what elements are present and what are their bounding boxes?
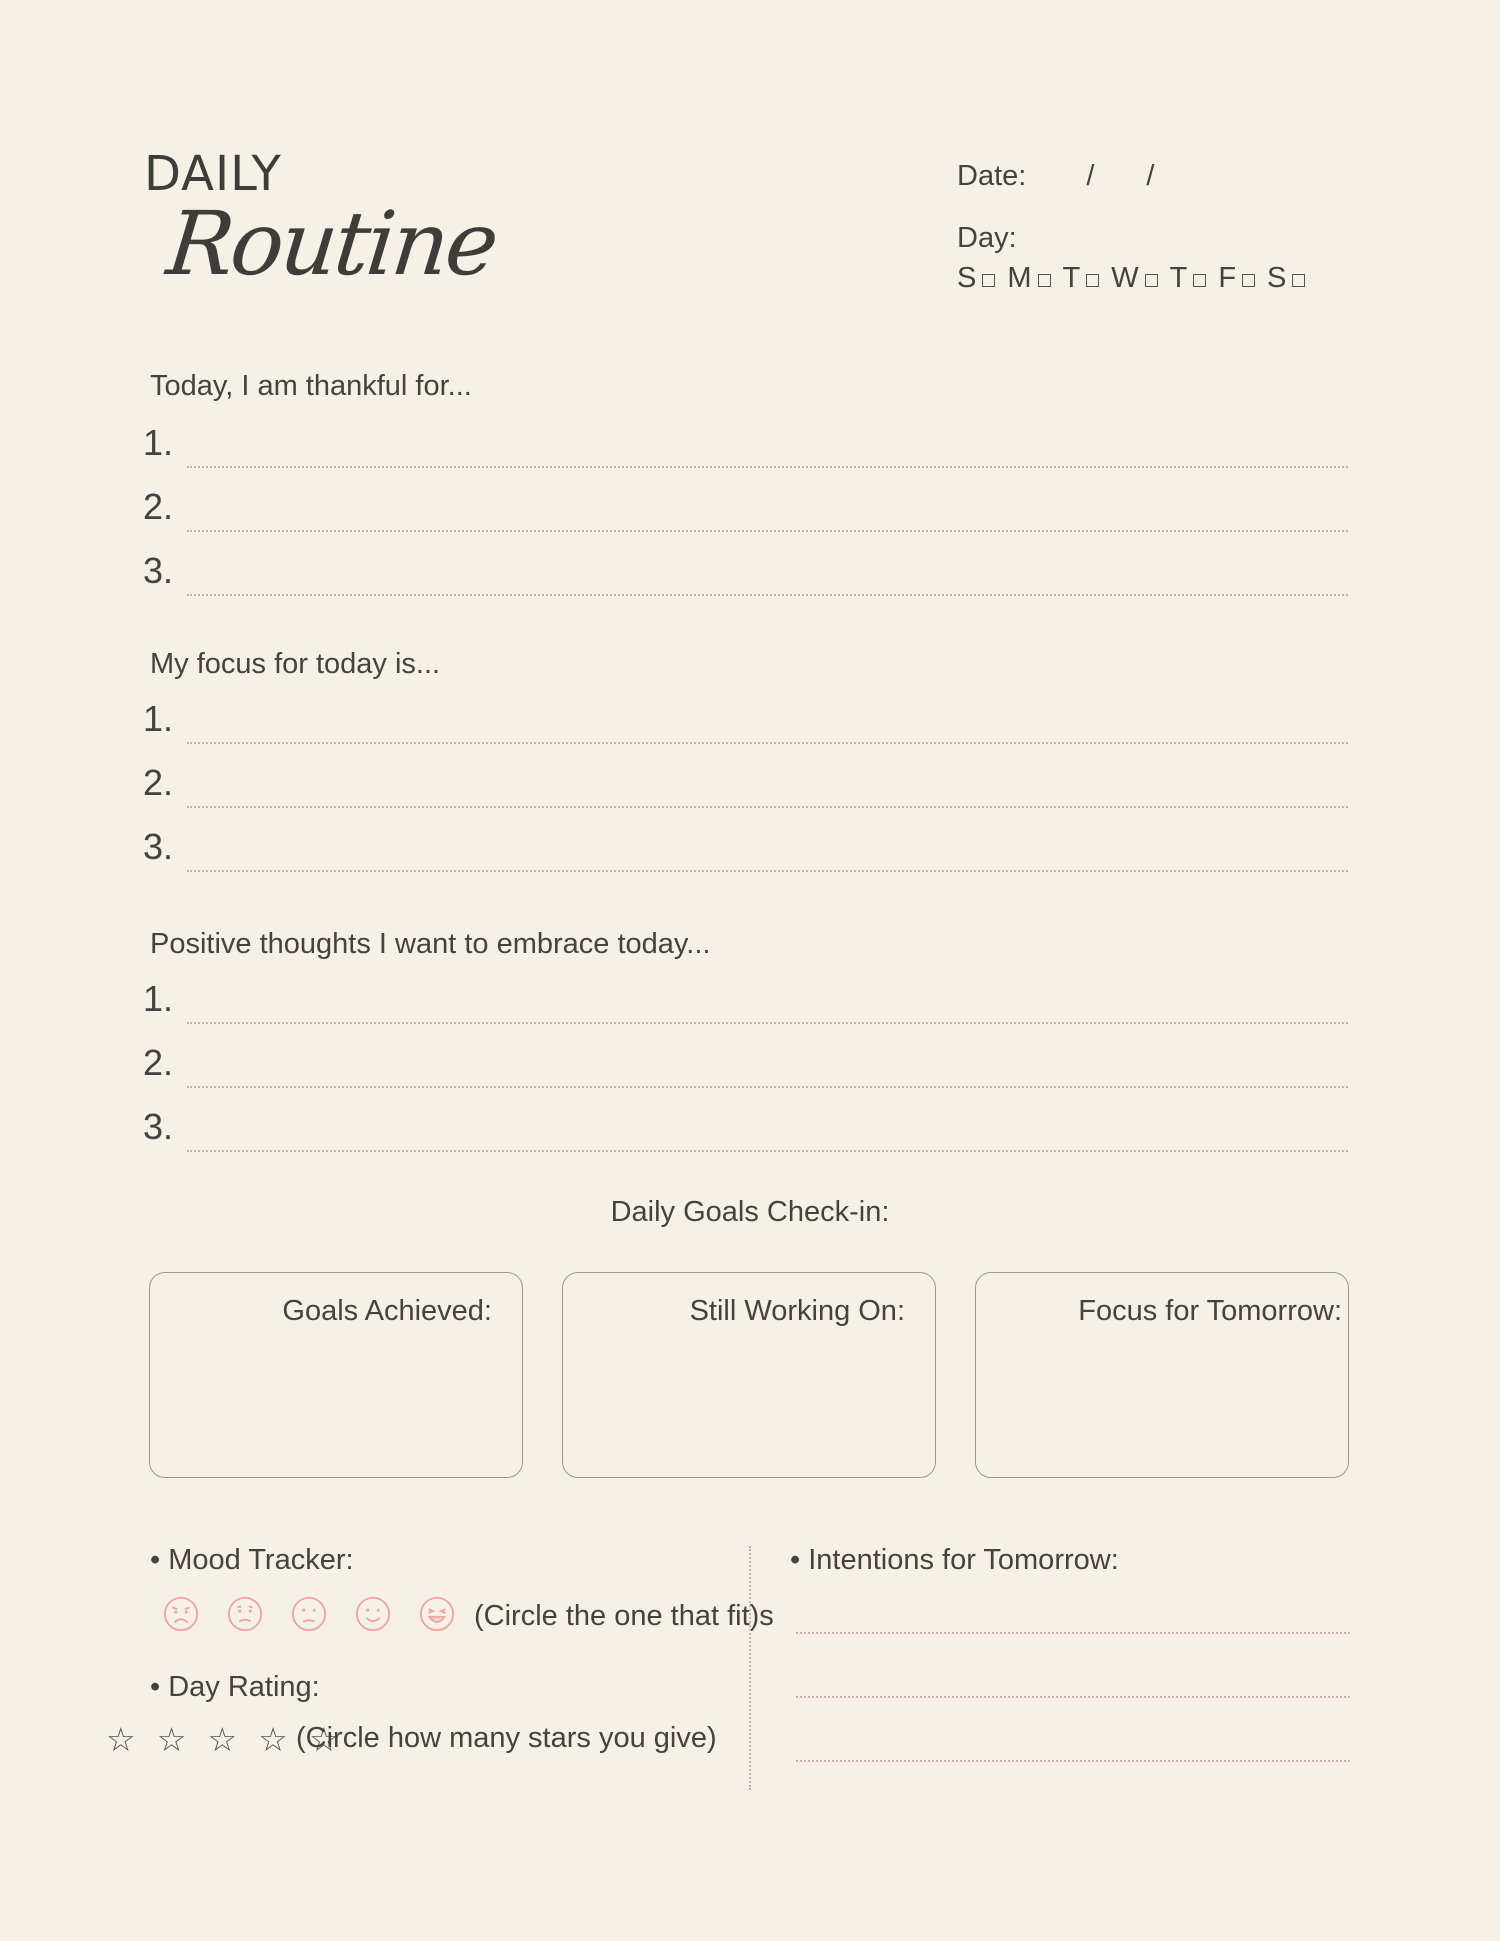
mood-tracker-label: • Mood Tracker: (150, 1544, 354, 1576)
dotted-rule[interactable] (187, 1150, 1348, 1152)
line-number: 1. (143, 698, 174, 739)
focus-line-1[interactable] (143, 698, 1348, 748)
box-label: Focus for Tomorrow: (1078, 1295, 1342, 1327)
day-label: Day: (957, 222, 1017, 254)
weekday-friday[interactable]: F (1218, 262, 1261, 295)
neutral-face-icon[interactable] (290, 1595, 328, 1633)
star-icon[interactable]: ☆ ☆ ☆ ☆ ☆ (106, 1721, 345, 1758)
rating-instructions: (Circle how many stars you give) (296, 1722, 717, 1754)
title-routine: Routine (162, 192, 501, 295)
thankful-heading: Today, I am thankful for... (150, 370, 472, 402)
checkbox-icon[interactable] (1193, 274, 1206, 287)
checkbox-icon[interactable] (1292, 274, 1305, 287)
weekday-wednesday[interactable]: W (1111, 262, 1163, 295)
still-working-on-box[interactable] (562, 1272, 936, 1478)
positive-line-1[interactable] (143, 978, 1348, 1028)
positive-line-3[interactable] (143, 1106, 1348, 1156)
intentions-label: • Intentions for Tomorrow: (790, 1544, 1119, 1576)
checkbox-icon[interactable] (1086, 274, 1099, 287)
weekday-tuesday[interactable]: T (1063, 262, 1106, 295)
focus-heading: My focus for today is... (150, 648, 441, 680)
focus-for-tomorrow-box[interactable] (975, 1272, 1349, 1478)
dotted-rule[interactable] (187, 806, 1348, 808)
dotted-rule[interactable] (187, 1086, 1348, 1088)
day-rating-label: • Day Rating: (150, 1671, 320, 1703)
dotted-rule[interactable] (187, 870, 1348, 872)
dotted-rule[interactable] (187, 594, 1348, 596)
checkbox-icon[interactable] (982, 274, 995, 287)
line-number: 3. (143, 1106, 174, 1147)
dotted-rule[interactable] (187, 530, 1348, 532)
laughing-face-icon[interactable] (418, 1595, 456, 1633)
smile-face-icon[interactable] (354, 1595, 392, 1633)
weekday-saturday[interactable]: S (1267, 262, 1311, 295)
box-label: Still Working On: (689, 1295, 905, 1327)
goals-achieved-box[interactable] (149, 1272, 523, 1478)
dotted-rule[interactable] (187, 742, 1348, 744)
line-number: 3. (143, 550, 174, 591)
very-sad-face-icon[interactable] (162, 1595, 200, 1633)
goals-heading: Daily Goals Check-in: (610, 1196, 890, 1228)
intentions-line-1[interactable] (796, 1632, 1350, 1634)
focus-line-3[interactable] (143, 826, 1348, 876)
dotted-rule[interactable] (187, 1022, 1348, 1024)
weekday-thursday[interactable]: T (1170, 262, 1213, 295)
line-number: 1. (143, 422, 174, 463)
sad-face-icon[interactable] (226, 1595, 264, 1633)
mood-faces (162, 1595, 456, 1633)
column-divider (749, 1546, 751, 1790)
thankful-line-2[interactable] (143, 486, 1348, 536)
intentions-line-3[interactable] (796, 1760, 1350, 1762)
weekday-sunday[interactable]: S (957, 262, 1001, 295)
focus-line-2[interactable] (143, 762, 1348, 812)
thankful-line-1[interactable] (143, 422, 1348, 472)
date-separator: / (1146, 160, 1155, 192)
mood-instructions: (Circle the one that fit)s (474, 1600, 774, 1632)
title-daily: DAILY (144, 146, 282, 202)
line-number: 2. (143, 486, 174, 527)
thankful-line-3[interactable] (143, 550, 1348, 600)
line-number: 2. (143, 762, 174, 803)
positive-heading: Positive thoughts I want to embrace today... (150, 928, 711, 960)
checkbox-icon[interactable] (1145, 274, 1158, 287)
box-label: Goals Achieved: (282, 1295, 492, 1327)
date-field[interactable] (957, 160, 1154, 193)
checkbox-icon[interactable] (1242, 274, 1255, 287)
dotted-rule[interactable] (187, 466, 1348, 468)
line-number: 3. (143, 826, 174, 867)
positive-line-2[interactable] (143, 1042, 1348, 1092)
date-label: Date: (957, 160, 1027, 192)
weekday-checkboxes (957, 262, 1311, 295)
line-number: 1. (143, 978, 174, 1019)
line-number: 2. (143, 1042, 174, 1083)
date-separator: / (1086, 160, 1095, 192)
checkbox-icon[interactable] (1038, 274, 1051, 287)
weekday-monday[interactable]: M (1007, 262, 1056, 295)
intentions-line-2[interactable] (796, 1696, 1350, 1698)
